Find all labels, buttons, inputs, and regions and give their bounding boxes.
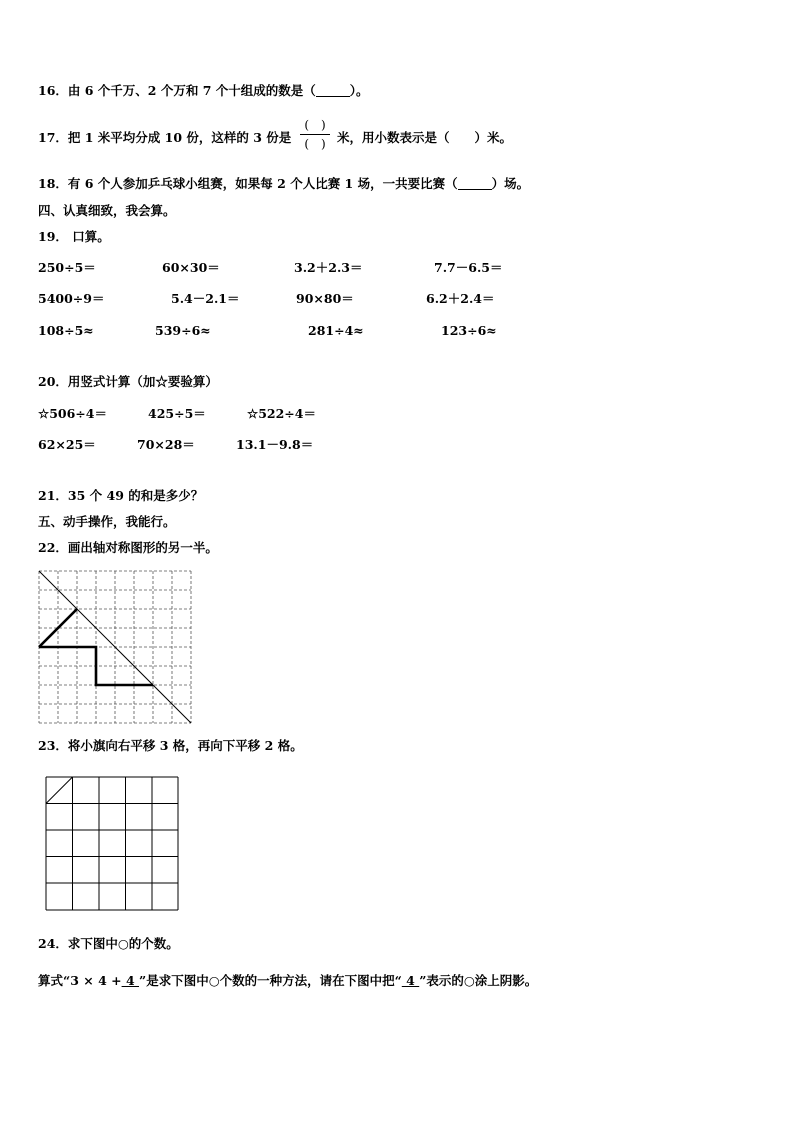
calc-item: 60×30＝ (162, 260, 220, 275)
calc-item: 6.2＋2.4＝ (426, 291, 495, 306)
calc-item: 108÷5≈ (38, 323, 94, 338)
formula-text: ”是求下图中○个数的一种方法，请在下图中把“ (139, 973, 402, 988)
calc-item: 281÷4≈ (308, 323, 364, 338)
question-19-title: 19． 口算。 (38, 229, 110, 244)
calc-item: 3.2＋2.3＝ (294, 260, 363, 275)
answer-blank[interactable] (458, 176, 492, 190)
question-24-formula (38, 973, 537, 989)
small-flag (46, 777, 73, 804)
formula-text: ”表示的○涂上阴影。 (419, 973, 538, 988)
calc-item: 250÷5＝ (38, 260, 96, 275)
calc-item: 13.1－9.8＝ (236, 437, 314, 452)
question-number: 16． (38, 83, 68, 98)
question-17-end (337, 130, 512, 146)
fraction-blank[interactable] (300, 116, 330, 153)
fraction-denominator: ( ) (304, 137, 326, 151)
question-number: 17． (38, 130, 68, 145)
question-23: 23．将小旗向右平移 3 格，再向下平移 2 格。 (38, 738, 303, 753)
question-20-title: 20．用竖式计算（加☆要验算） (38, 374, 218, 389)
calc-item: 425÷5＝ (148, 406, 206, 421)
solid-grid (46, 777, 178, 910)
question-text-end: ）场。 (491, 176, 530, 191)
question-text: 由 6 个千万、2 个万和 7 个十组成的数是（ (67, 83, 316, 98)
calc-item: 7.7－6.5＝ (434, 260, 503, 275)
question-text-end: 米，用小数表示是（ ）米。 (337, 130, 513, 145)
calc-item: 5400÷9＝ (38, 291, 105, 306)
fraction-numerator: ( ) (304, 118, 326, 132)
calc-item: ☆506÷4＝ (38, 406, 107, 421)
question-24: 24．求下图中○的个数。 (38, 936, 179, 951)
question-text-end: ）。 (349, 83, 369, 98)
symmetry-grid-figure[interactable] (36, 568, 194, 726)
question-18 (38, 176, 529, 192)
calc-item: 539÷6≈ (155, 323, 211, 338)
calc-item: 5.4－2.1＝ (171, 291, 240, 306)
question-22: 22．画出轴对称图形的另一半。 (38, 540, 218, 555)
calc-item: 123÷6≈ (441, 323, 497, 338)
question-21: 21．35 个 49 的和是多少？ (38, 488, 204, 503)
formula-term: 4 (121, 973, 139, 988)
question-text: 有 6 个人参加乒乓球小组赛，如果每 2 个人比赛 1 场，一共要比赛（ (67, 176, 458, 191)
formula-text: 算式“3 × 4 + (38, 973, 122, 988)
question-text: 把 1 米平均分成 10 份，这样的 3 份是 (67, 130, 292, 145)
answer-blank[interactable] (316, 83, 350, 97)
section-heading: 四、认真细致，我会算。 (38, 203, 176, 218)
section-heading: 五、动手操作，我能行。 (38, 514, 176, 529)
calc-item: ☆522÷4＝ (247, 406, 316, 421)
flag-grid-figure[interactable] (45, 776, 179, 912)
formula-term: 4 (401, 973, 420, 988)
question-16 (38, 83, 369, 99)
calc-item: 90×80＝ (296, 291, 354, 306)
calc-item: 70×28＝ (137, 437, 195, 452)
question-17 (38, 130, 291, 146)
question-number: 18． (38, 176, 68, 191)
calc-item: 62×25＝ (38, 437, 96, 452)
